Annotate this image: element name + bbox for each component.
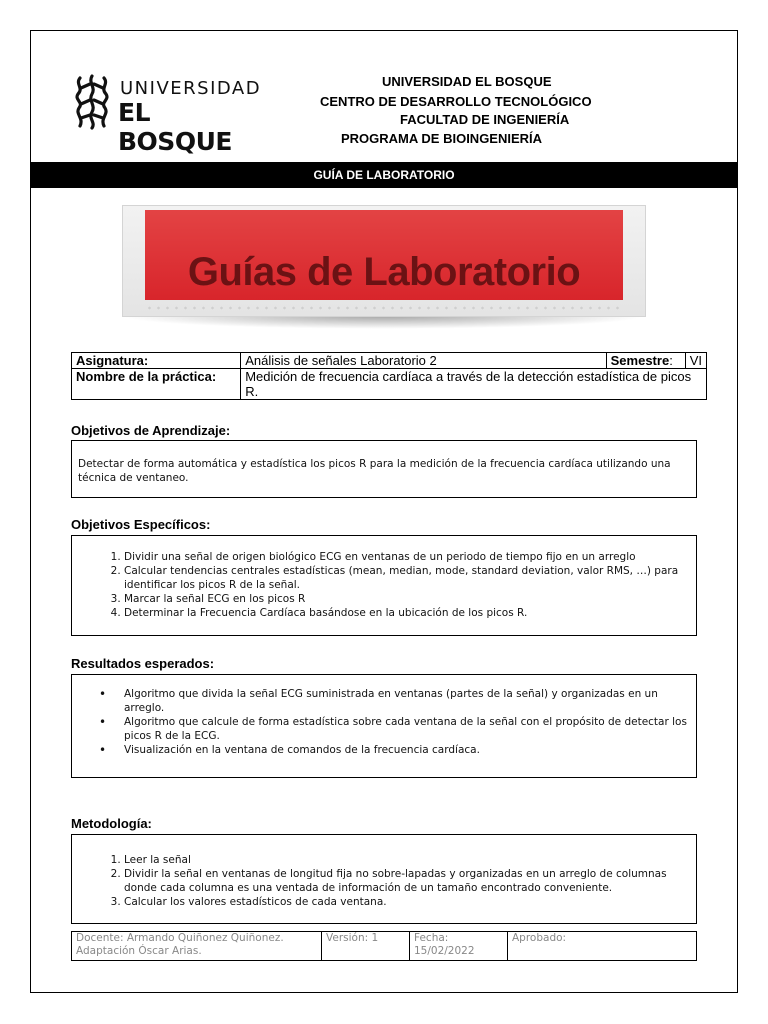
- learning-objectives-title: Objetivos de Aprendizaje:: [71, 423, 231, 438]
- list-item: • Algoritmo que calcule de forma estadística sobre cada ventana de la señal con el propósito de detectar los picos R de la ECG.: [124, 715, 690, 743]
- semester-value: VI: [685, 353, 706, 369]
- footer-docente: [72, 932, 322, 961]
- footer-version: Versión: 1: [322, 932, 410, 961]
- specific-objectives-box: [71, 535, 697, 636]
- methodology-list: [100, 853, 690, 909]
- list-item: 2. Calcular tendencias centrales estadísticas (mean, median, mode, standard deviation, valor RMS, …) para identificar los picos R de la señal.: [124, 564, 690, 592]
- learning-objectives-text: Detectar de forma automática y estadística los picos R para la medición de la frecuencia cardíaca utilizando una técnica de ventaneo.: [78, 458, 671, 484]
- institution-faculty: FACULTAD DE INGENIERÍA: [400, 112, 570, 127]
- expected-results-title: Resultados esperados:: [71, 656, 215, 671]
- practice-label: Nombre de la práctica:: [72, 369, 241, 400]
- institution-program: PROGRAMA DE BIOINGENIERÍA: [341, 131, 543, 146]
- list-item: 2. Dividir la señal en ventanas de longitud fija no sobre-lapadas y organizadas en un arreglo de columnas donde cada columna es una ventada de información de un tamaño encontrado conveniente.: [124, 867, 690, 895]
- footer-docente-line2: Adaptación Óscar Arias.: [76, 945, 202, 957]
- course-info-table: [71, 352, 707, 400]
- learning-objectives-box: [71, 440, 697, 498]
- institution-name: UNIVERSIDAD EL BOSQUE: [382, 74, 552, 89]
- el-bosque-emblem-icon: [72, 74, 112, 130]
- methodology-box: [71, 834, 697, 924]
- lab-guides-banner: [122, 205, 646, 317]
- footer-approved: Aprobado:: [508, 932, 697, 961]
- list-item: 3. Marcar la señal ECG en los picos R: [124, 592, 690, 606]
- institution-center: CENTRO DE DESARROLLO TECNOLÓGICO: [320, 94, 592, 109]
- document-footer-table: [71, 931, 697, 961]
- footer-date: [410, 932, 508, 961]
- list-item: 1. Leer la señal: [124, 853, 690, 867]
- logo-text-universidad: UNIVERSIDAD: [120, 78, 262, 99]
- expected-results-list: [100, 687, 690, 757]
- guide-title-bar: GUÍA DE LABORATORIO: [30, 162, 738, 188]
- specific-objectives-title: Objetivos Específicos:: [71, 517, 211, 532]
- university-logo: [72, 72, 262, 156]
- subject-value: Análisis de señales Laboratorio 2: [241, 353, 606, 369]
- logo-text-el-bosque: EL BOSQUE: [118, 98, 232, 156]
- semester-label-cell: [606, 353, 685, 369]
- expected-results-box: [71, 674, 697, 778]
- footer-date-label: Fecha:: [414, 932, 449, 944]
- methodology-title: Metodología:: [71, 816, 152, 831]
- banner-title: Guías de Laboratorio: [187, 250, 581, 294]
- specific-objectives-list: [100, 550, 690, 620]
- list-item: 4. Determinar la Frecuencia Cardíaca basándose en la ubicación de los picos R.: [124, 606, 690, 620]
- semester-label: Semestre: [610, 353, 670, 368]
- list-item: • Visualización en la ventana de comandos de la frecuencia cardíaca.: [124, 743, 690, 757]
- semester-colon: :: [669, 353, 673, 368]
- footer-date-value: 15/02/2022: [414, 945, 475, 957]
- list-item: 3. Calcular los valores estadísticos de cada ventana.: [124, 895, 690, 909]
- banner-dotted-edge: [145, 306, 623, 310]
- list-item: • Algoritmo que divida la señal ECG suministrada en ventanas (partes de la señal) y organizadas en un arreglo.: [124, 687, 690, 715]
- banner-red-panel: [145, 210, 623, 300]
- practice-value: Medición de frecuencia cardíaca a través de la detección estadística de picos R.: [241, 369, 707, 400]
- footer-docente-line1: Docente: Armando Quiñonez Quiñonez.: [76, 932, 284, 944]
- subject-label: Asignatura:: [72, 353, 241, 369]
- list-item: 1. Dividir una señal de origen biológico ECG en ventanas de un periodo de tiempo fijo en un arreglo: [124, 550, 690, 564]
